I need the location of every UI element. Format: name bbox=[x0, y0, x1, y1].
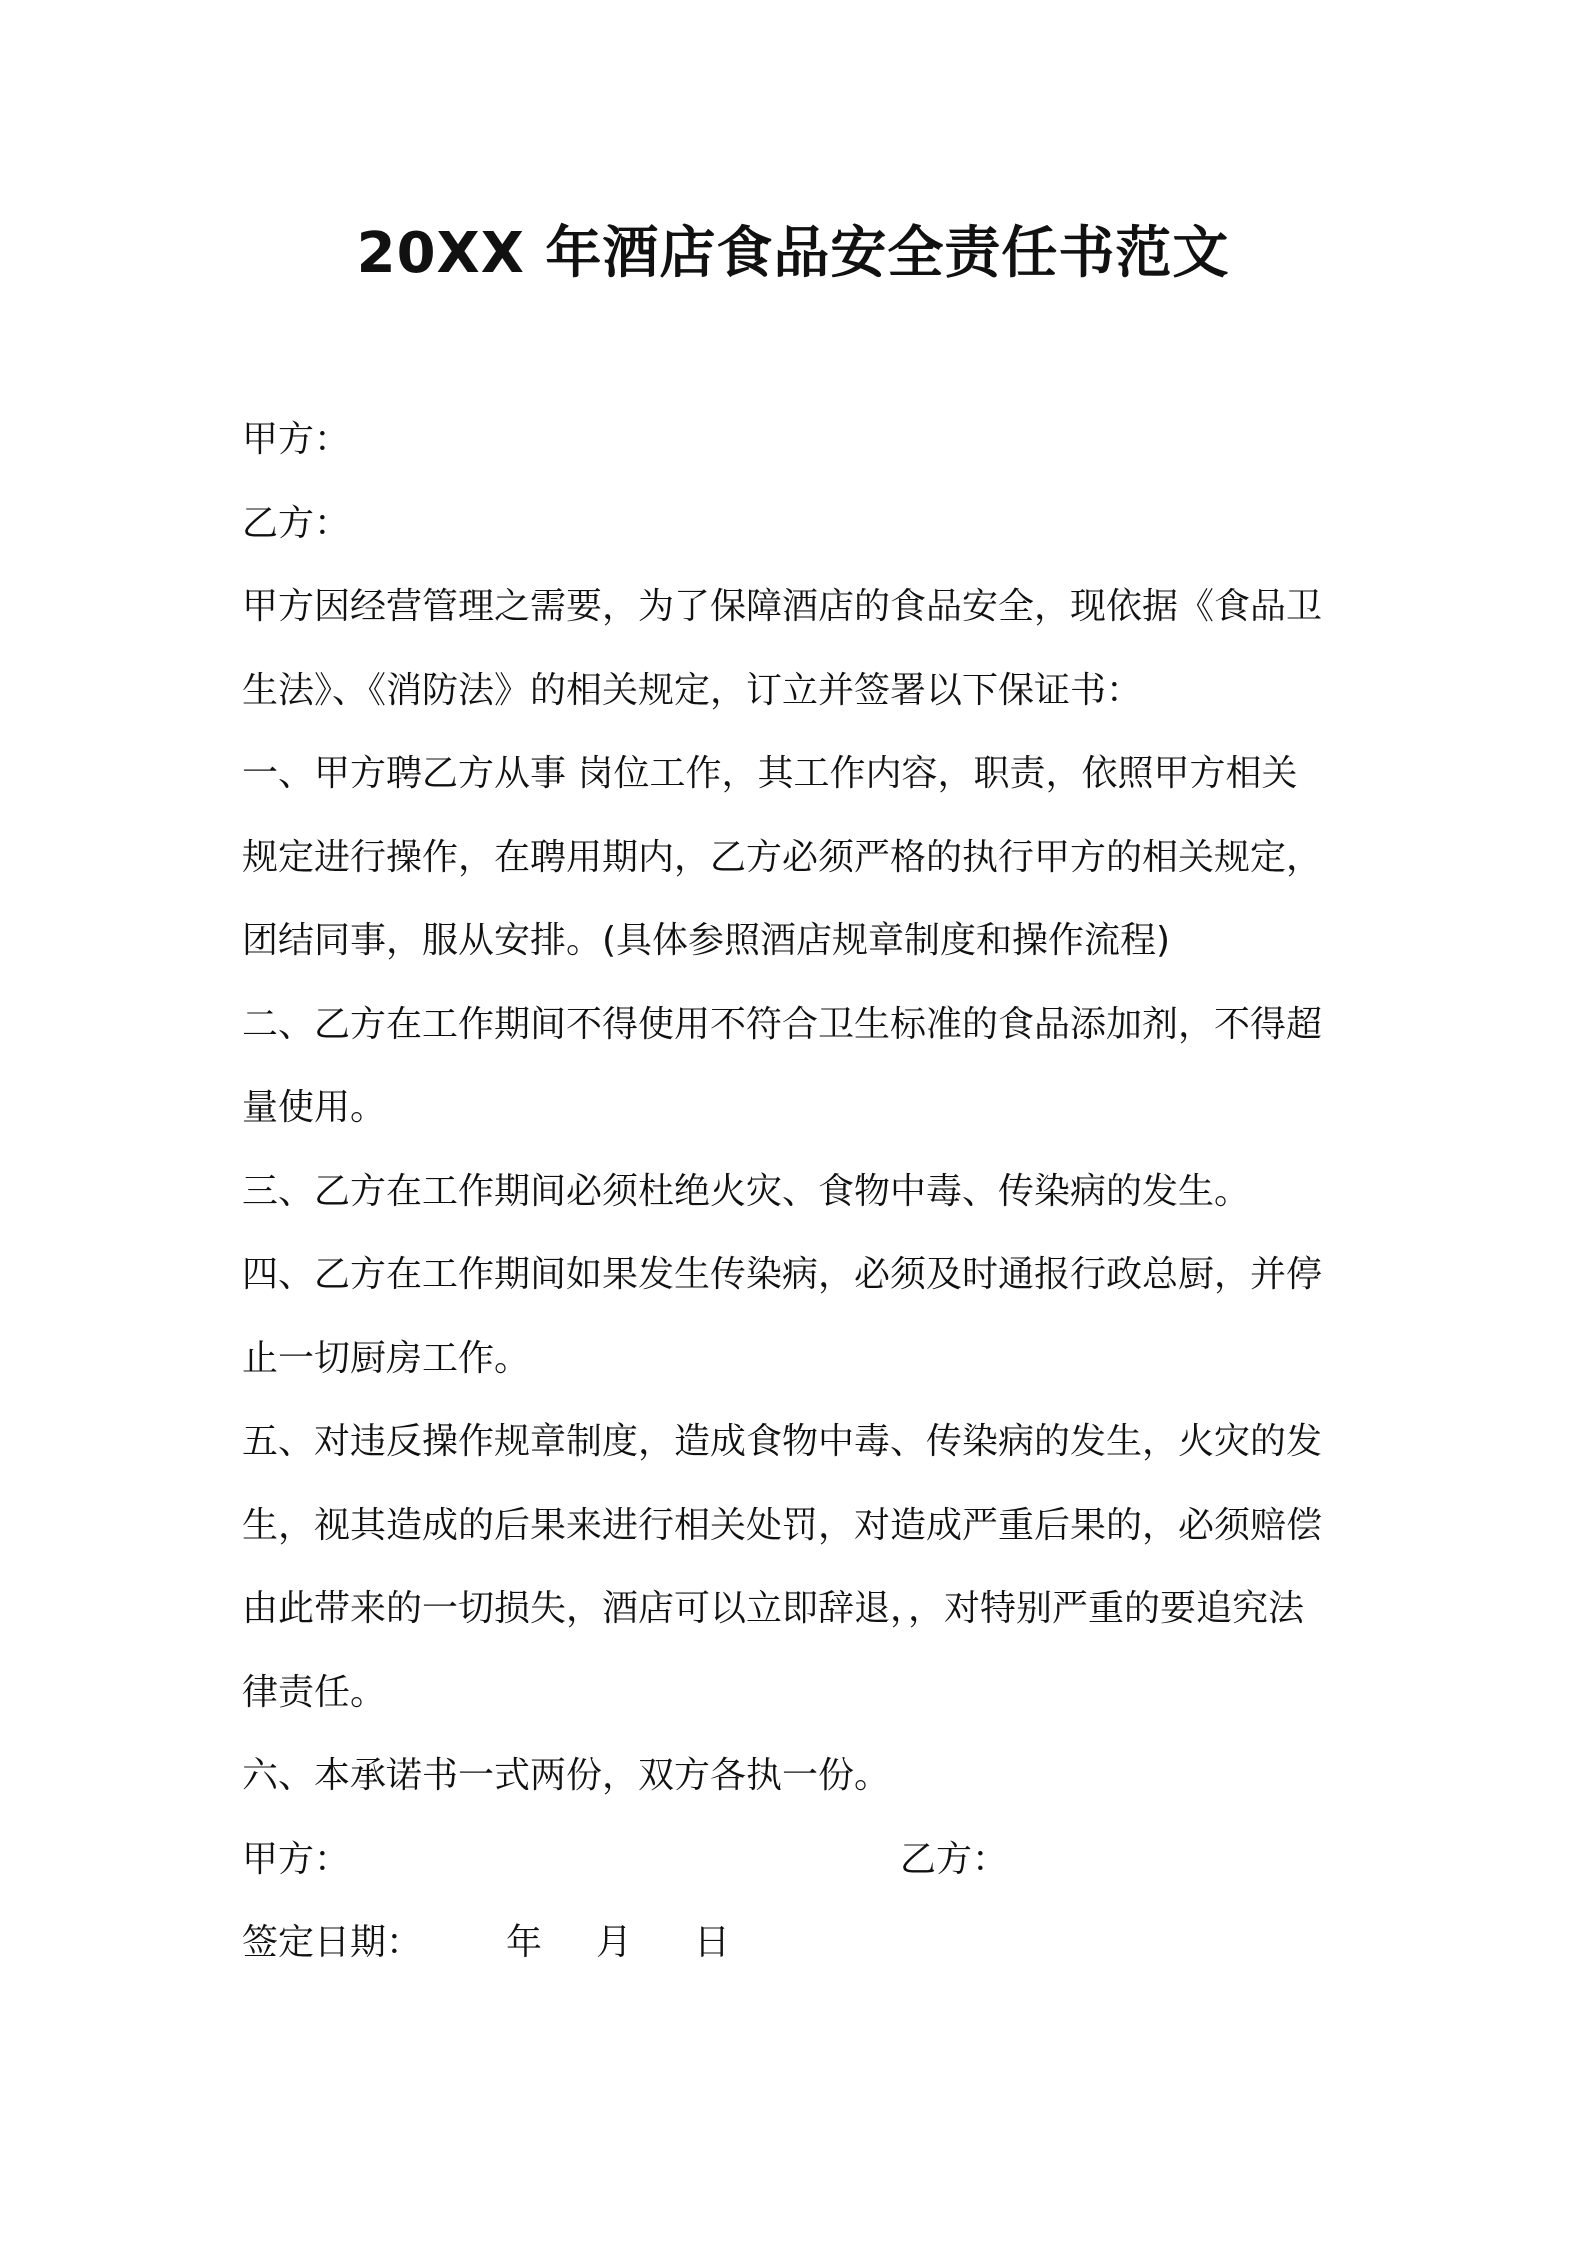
document-body bbox=[242, 398, 1362, 1985]
body-line: 六、本承诺书一式两份，双方各执一份。 bbox=[242, 1755, 891, 1796]
body-line: 由此带来的一切损失，酒店可以立即辞退，，对特别严重的要追究法 bbox=[242, 1588, 1305, 1629]
body-line: 律责任。 bbox=[242, 1671, 387, 1713]
body-line: 五、对违反操作规章制度，造成食物中毒、传染病的发生，火灾的发 bbox=[242, 1421, 1323, 1462]
signing-date-row bbox=[242, 1901, 1362, 1985]
body-line: 生法》、《消防法》的相关规定，订立并签署以下保证书： bbox=[242, 669, 1143, 711]
body-line: 团结同事，服从安排。(具体参照酒店规章制度和操作流程) bbox=[242, 920, 1171, 961]
body-line: 二、乙方在工作期间不得使用不符合卫生标准的食品添加剂，不得超 bbox=[242, 1003, 1323, 1045]
body-line: 一、甲方聘乙方从事 岗位工作，其工作内容，职责，依照甲方相关 bbox=[242, 753, 1298, 794]
party-b-line: 乙方： bbox=[242, 502, 351, 544]
signature-party-a-label: 甲方： bbox=[242, 1838, 351, 1880]
body-line: 止一切厨房工作。 bbox=[242, 1337, 531, 1379]
date-year-label: 年 bbox=[506, 1922, 543, 1963]
document-title: 20XX 年酒店食品安全责任书范文 bbox=[356, 221, 1230, 286]
body-line: 量使用。 bbox=[242, 1087, 387, 1128]
signature-party-b-label: 乙方： bbox=[900, 1838, 1009, 1880]
signing-date-label: 签定日期： bbox=[242, 1922, 423, 1963]
date-day-label: 日 bbox=[694, 1922, 731, 1963]
body-line: 生，视其造成的后果来进行相关处罚，对造成严重后果的，必须赔偿 bbox=[242, 1504, 1323, 1546]
body-line: 三、乙方在工作期间必须杜绝火灾、食物中毒、传染病的发生。 bbox=[242, 1170, 1251, 1212]
body-line: 规定进行操作，在聘用期内，乙方必须严格的执行甲方的相关规定， bbox=[242, 836, 1323, 878]
body-line: 四、乙方在工作期间如果发生传染病，必须及时通报行政总厨，并停 bbox=[242, 1254, 1323, 1295]
party-a-line: 甲方： bbox=[242, 419, 351, 460]
signature-row bbox=[242, 1818, 1362, 1902]
date-month-label: 月 bbox=[596, 1922, 633, 1963]
body-line: 甲方因经营管理之需要，为了保障酒店的食品安全，现依据《食品卫 bbox=[242, 586, 1323, 627]
